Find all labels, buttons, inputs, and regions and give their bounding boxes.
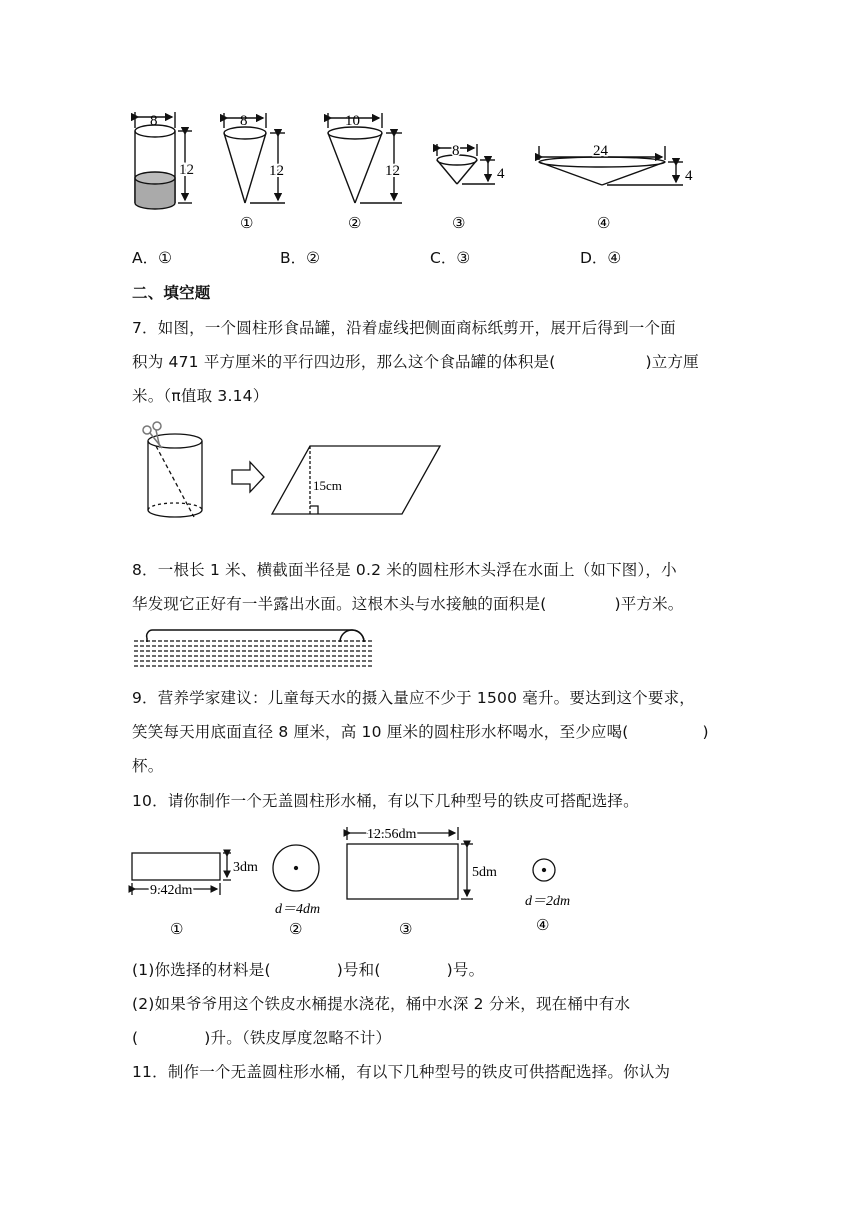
sheet-3-width: 12.56dm — [367, 827, 417, 842]
option-d[interactable]: D．④ — [580, 249, 622, 267]
q10-sub1-text-b: )号和( — [336, 961, 381, 979]
q10-sub-1 — [132, 958, 484, 980]
sheet-2-number: ② — [289, 922, 303, 938]
q7-line-2 — [132, 350, 699, 372]
cylinder-figure — [135, 112, 192, 209]
q10-sub-2b — [132, 1026, 391, 1048]
cone-4-figure — [539, 146, 683, 185]
q6-figure — [120, 108, 720, 238]
sheet-2-diameter: d＝4dm — [275, 902, 321, 917]
can-figure — [148, 434, 202, 517]
q10-sub2b-text-a: ( — [132, 1029, 139, 1047]
q11-line-1: 11．制作一个无盖圆柱形水桶，有以下几种型号的铁皮可供搭配选择。你认为 — [132, 1063, 671, 1081]
q7-height-label: 15cm — [313, 478, 342, 493]
right-arrow-icon — [232, 462, 264, 492]
cone-2-height: 12 — [385, 163, 400, 179]
sheet-4-figure — [533, 859, 555, 881]
sheet-1-height: 3dm — [233, 860, 258, 875]
cone-1-diameter: 8 — [240, 113, 248, 129]
q7-line-1: 7．如图，一个圆柱形食品罐，沿着虚线把侧面商标纸剪开，展开后得到一个面 — [132, 319, 676, 337]
q7-text-b: )立方厘 — [645, 353, 699, 371]
section-title: 二、填空题 — [132, 284, 211, 302]
q8-line-2 — [132, 592, 684, 614]
option-c[interactable]: C．③ — [430, 249, 471, 267]
option-a[interactable]: A．① — [132, 249, 172, 267]
q9-text-b: ) — [702, 723, 709, 741]
sheet-1-number: ① — [170, 922, 184, 938]
sheet-3-height: 5dm — [472, 865, 497, 880]
sheet-2-figure — [273, 845, 319, 891]
q9-line-2 — [132, 720, 709, 742]
cone-1-number: ① — [240, 216, 254, 232]
cone-2-figure — [328, 113, 402, 203]
q10-line-1: 10．请你制作一个无盖圆柱形水桶，有以下几种型号的铁皮可搭配选择。 — [132, 792, 639, 810]
q7-figure — [132, 418, 452, 528]
cone-3-diameter: 8 — [452, 143, 460, 159]
cone-4-height: 4 — [685, 168, 693, 184]
option-b[interactable]: B．② — [280, 249, 321, 267]
cyl-diameter: 8 — [150, 113, 158, 129]
sheet-3-number: ③ — [399, 922, 413, 938]
q10-figure — [125, 820, 595, 945]
sheet-4-number: ④ — [536, 918, 550, 934]
q10-sub-2: (2)如果爷爷用这个铁皮水桶提水浇花，桶中水深 2 分米，现在桶中有水 — [132, 995, 631, 1013]
sheet-1-width: 9.42dm — [150, 883, 193, 898]
cone-4-number: ④ — [597, 216, 611, 232]
cone-1-height: 12 — [269, 163, 284, 179]
q10-sub2b-text-b: )升。（铁皮厚度忽略不计） — [204, 1029, 392, 1047]
cone-3-number: ③ — [452, 216, 466, 232]
q8-log-figure — [132, 616, 382, 671]
q7-line-3: 米。（π值取 3.14） — [132, 387, 269, 405]
cone-2-diameter: 10 — [345, 113, 360, 129]
cone-1-figure — [224, 113, 285, 203]
q8-text-b: )平方米。 — [614, 595, 684, 613]
cone-4-diameter: 24 — [593, 143, 608, 159]
q9-line-3: 杯。 — [132, 757, 164, 775]
q10-sub1-text-a: (1)你选择的材料是( — [132, 961, 271, 979]
q8-text-a: 华发现它正好有一半露出水面。这根木头与水接触的面积是( — [132, 595, 547, 613]
q10-sub1-text-c: )号。 — [446, 961, 485, 979]
water-surface — [134, 641, 372, 666]
q9-line-1: 9．营养学家建议：儿童每天水的摄入量应不少于 1500 毫升。要达到这个要求， — [132, 689, 695, 707]
sheet-4-diameter: d＝2dm — [525, 894, 571, 909]
cone-3-height: 4 — [497, 166, 505, 182]
cone-2-number: ② — [348, 216, 362, 232]
q8-line-1: 8．一根长 1 米、横截面半径是 0.2 米的圆柱形木头浮在水面上（如下图），小 — [132, 561, 677, 579]
cone-3-figure — [437, 144, 495, 184]
cyl-height: 12 — [179, 162, 194, 178]
parallelogram-figure — [272, 446, 440, 514]
q7-text-a: 积为 471 平方厘米的平行四边形，那么这个食品罐的体积是( — [132, 353, 556, 371]
q9-text-a: 笑笑每天用底面直径 8 厘米，高 10 厘米的圆柱形水杯喝水，至少应喝( — [132, 723, 629, 741]
